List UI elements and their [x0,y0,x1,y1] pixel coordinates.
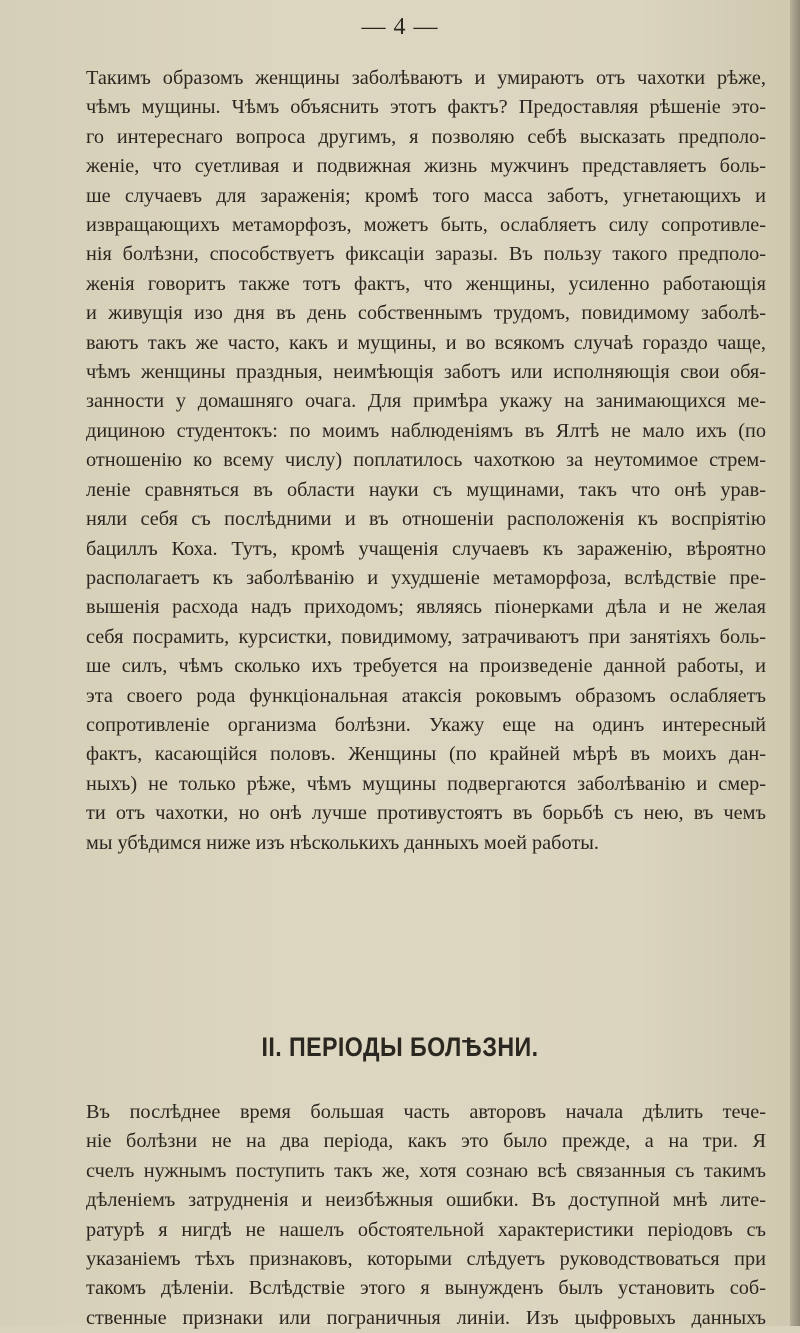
text-line: Такимъ образомъ женщины заболѣваютъ и умираютъ отъ чахотки рѣже, [86,67,766,89]
page-edge-shadow [790,0,800,1326]
text-line: эта своего рода функціональная атаксія роковымъ образомъ ослабляетъ [86,684,766,707]
text-line: чѣмъ женщины праздныя, неимѣющія заботъ или исполняющія свои обя- [86,361,766,384]
text-line: мы убѣдимся ниже изъ нѣсколькихъ данныхъ моей работы. [86,831,599,854]
text-line: Въ послѣднее время большая часть авторовъ начала дѣлить тече- [86,1101,766,1123]
text-line: дициною студентокъ: по моимъ наблюденіямъ въ Ялтѣ не мало ихъ (по [86,419,766,442]
text-line: леніе сравняться въ области науки съ мущинами, такъ что онѣ урав- [86,478,766,501]
section-heading: II. ПЕРІОДЫ БОЛѢЗНИ. [261,1032,539,1062]
text-line: дѣленіемъ затрудненія и неизбѣжныя ошибки. Въ доступной мнѣ лите- [86,1189,766,1212]
text-line: такомъ дѣленіи. Вслѣдствіе этого я вынужденъ былъ установить соб- [86,1277,766,1300]
text-line: сопротивленіе организма болѣзни. Укажу еще на одинъ интересный [86,713,766,736]
text-line: ратурѣ я нигдѣ не нашелъ обстоятельной характеристики періодовъ съ [86,1218,766,1241]
text-line: го интереснаго вопроса другимъ, я позволяю себѣ высказать предполо- [86,125,766,148]
text-line: чѣмъ мущины. Чѣмъ объяснить этотъ фактъ? Предоставляя рѣшеніе это- [86,96,766,119]
text-line: себя посрамить, курсистки, повидимому, затрачиваютъ при занятіяхъ боль- [86,625,766,648]
text-line: счелъ нужнымъ поступить такъ же, хотя сознаю всѣ связанныя съ такимъ [86,1159,766,1182]
text-line: нія болѣзни, способствуетъ фиксаціи заразы. Въ пользу такого предполо- [86,243,766,266]
text-line: указаніемъ тѣхъ признаковъ, которыми слѣдуетъ руководствоваться при [86,1248,766,1271]
text-line: ше случаевъ для зараженія; кромѣ того масса заботъ, угнетающихъ и [86,184,766,207]
text-line: вышенія расхода надъ приходомъ; являясь піонерками дѣла и не желая [86,596,766,619]
text-line: ныхъ) не только рѣже, чѣмъ мущины подвергаются заболѣванію и смер- [86,772,766,795]
text-line: ти отъ чахотки, но онѣ лучше противустоятъ въ борьбѣ съ нею, въ чемъ [86,802,766,825]
text-line: извращающихъ метаморфозъ, можетъ быть, ослабляетъ силу сопротивле- [86,214,766,237]
text-line: няли себя съ послѣдними и въ отношеніи расположенія къ воспріятію [86,508,766,531]
paragraph-2 [86,1098,766,1333]
text-line: женія говоритъ также тотъ фактъ, что женщины, усиленно работающія [86,272,766,295]
text-line: отношенію ко всему числу) поплатилось чахоткою за неутомимое стрем- [86,449,766,472]
text-line: занности у домашняго очага. Для примѣра укажу на занимающихся ме- [86,390,766,413]
text-line: располагаетъ къ заболѣванію и ухудшеніе метаморфоза, вслѣдствіе пре- [86,566,766,589]
text-line: и живущія изо дня въ день собственнымъ трудомъ, повидимому заболѣ- [86,302,766,325]
text-line: ше силъ, чѣмъ сколько ихъ требуется на произведеніе данной работы, и [86,655,766,678]
paragraph-1 [86,64,766,858]
text-line: ваютъ такъ же часто, какъ и мущины, и во всякомъ случаѣ гораздо чаще, [86,331,766,354]
text-line: ніе болѣзни не на два періода, какъ это было прежде, а на три. Я [86,1130,766,1153]
page-number: — 4 — [361,14,439,40]
text-line: фактъ, касающійся половъ. Женщины (по крайней мѣрѣ въ моихъ дан- [86,743,766,766]
text-line: ственные признаки или пограничныя линіи. Изъ цыфровыхъ данныхъ [86,1306,766,1329]
text-line: женіе, что суетливая и подвижная жизнь мужчинъ представляетъ боль- [86,155,766,178]
text-line: бациллъ Коха. Тутъ, кромѣ учащенія случаевъ къ зараженію, вѣроятно [86,537,766,560]
